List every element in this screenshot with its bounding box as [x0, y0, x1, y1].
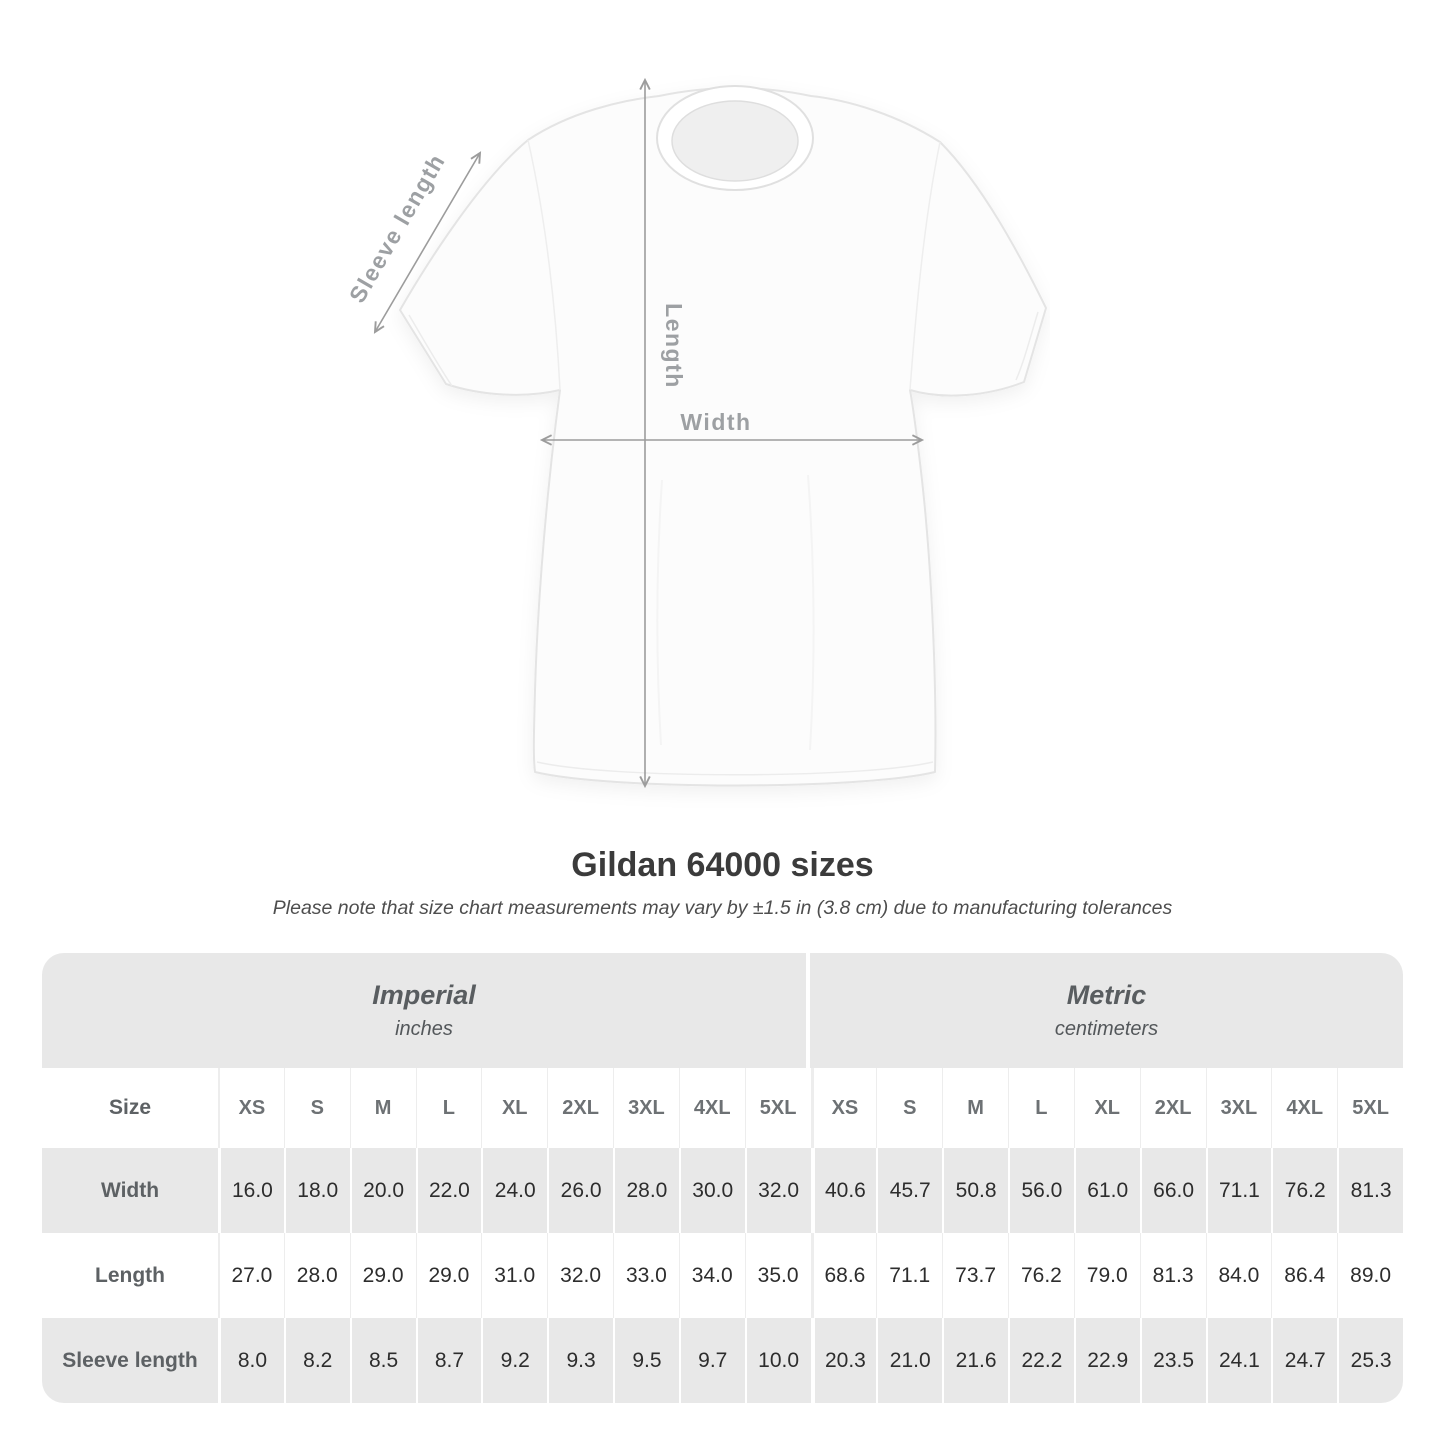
- value-cell: 8.0: [218, 1318, 284, 1403]
- sleeve-length-row-label: Sleeve length: [42, 1318, 218, 1403]
- value-cell: 61.0: [1074, 1148, 1140, 1233]
- width-row-label: Width: [42, 1148, 218, 1233]
- value-cell: 16.0: [218, 1148, 284, 1233]
- size-col-header: 3XL: [613, 1068, 679, 1148]
- value-cell: 86.4: [1271, 1233, 1337, 1318]
- size-header-row: [42, 1068, 1403, 1148]
- page-title: Gildan 64000 sizes: [571, 846, 874, 884]
- size-col-header: 4XL: [1271, 1068, 1337, 1148]
- imperial-title: Imperial: [372, 980, 476, 1010]
- collar-opening: [672, 101, 798, 181]
- value-cell: 34.0: [679, 1233, 745, 1318]
- value-cell: 18.0: [284, 1148, 350, 1233]
- value-cell: 8.2: [284, 1318, 350, 1403]
- size-col-header: XS: [218, 1068, 284, 1148]
- metric-unit: centimeters: [1054, 1018, 1159, 1040]
- value-cell: 76.2: [1271, 1148, 1337, 1233]
- size-col-header: L: [1008, 1068, 1074, 1148]
- value-cell: 24.7: [1271, 1318, 1337, 1403]
- value-cell: 29.0: [350, 1233, 416, 1318]
- value-cell: 32.0: [745, 1148, 811, 1233]
- value-cell: 8.5: [350, 1318, 416, 1403]
- value-cell: 22.9: [1074, 1318, 1140, 1403]
- tolerance-note: Please note that size chart measurements may vary by ±1.5 in (3.8 cm) due to manufacturing tolerances: [272, 897, 1173, 919]
- size-col-header: S: [876, 1068, 942, 1148]
- sleeve-length-row: [42, 1318, 1403, 1403]
- value-cell: 25.3: [1337, 1318, 1403, 1403]
- value-cell: 22.2: [1008, 1318, 1074, 1403]
- value-cell: 40.6: [811, 1148, 877, 1233]
- size-col-header: 5XL: [745, 1068, 811, 1148]
- value-cell: 79.0: [1074, 1233, 1140, 1318]
- size-col-header: XL: [1074, 1068, 1140, 1148]
- value-cell: 50.8: [942, 1148, 1008, 1233]
- value-cell: 26.0: [547, 1148, 613, 1233]
- value-cell: 29.0: [416, 1233, 482, 1318]
- value-cell: 24.0: [481, 1148, 547, 1233]
- value-cell: 21.0: [876, 1318, 942, 1403]
- size-row-label: Size: [42, 1068, 218, 1148]
- value-cell: 22.0: [416, 1148, 482, 1233]
- value-cell: 9.3: [547, 1318, 613, 1403]
- size-col-header: 2XL: [547, 1068, 613, 1148]
- size-col-header: 2XL: [1140, 1068, 1206, 1148]
- value-cell: 32.0: [547, 1233, 613, 1318]
- value-cell: 71.1: [876, 1233, 942, 1318]
- value-cell: 73.7: [942, 1233, 1008, 1318]
- value-cell: 9.7: [679, 1318, 745, 1403]
- value-cell: 66.0: [1140, 1148, 1206, 1233]
- size-col-header: XS: [811, 1068, 877, 1148]
- length-row: [42, 1233, 1403, 1318]
- value-cell: 89.0: [1337, 1233, 1403, 1318]
- size-col-header: L: [416, 1068, 482, 1148]
- value-cell: 23.5: [1140, 1318, 1206, 1403]
- value-cell: 20.0: [350, 1148, 416, 1233]
- value-cell: 10.0: [745, 1318, 811, 1403]
- value-cell: 30.0: [679, 1148, 745, 1233]
- value-cell: 9.2: [481, 1318, 547, 1403]
- value-cell: 33.0: [613, 1233, 679, 1318]
- value-cell: 8.7: [416, 1318, 482, 1403]
- value-cell: 45.7: [876, 1148, 942, 1233]
- value-cell: 28.0: [613, 1148, 679, 1233]
- value-cell: 20.3: [811, 1318, 877, 1403]
- size-col-header: M: [350, 1068, 416, 1148]
- metric-header: [810, 953, 1403, 1068]
- width-row: [42, 1148, 1403, 1233]
- length-row-label: Length: [42, 1233, 218, 1318]
- metric-title: Metric: [1066, 980, 1147, 1010]
- value-cell: 28.0: [284, 1233, 350, 1318]
- size-col-header: M: [942, 1068, 1008, 1148]
- value-cell: 9.5: [613, 1318, 679, 1403]
- imperial-header: [42, 953, 810, 1068]
- tshirt-measurement-diagram: [330, 50, 1050, 830]
- value-cell: 76.2: [1008, 1233, 1074, 1318]
- size-col-header: 4XL: [679, 1068, 745, 1148]
- size-col-header: 5XL: [1337, 1068, 1403, 1148]
- imperial-unit: inches: [395, 1018, 453, 1040]
- size-chart-table: [42, 953, 1403, 1403]
- width-measure-label: Width: [680, 409, 752, 435]
- value-cell: 68.6: [811, 1233, 877, 1318]
- size-col-header: XL: [481, 1068, 547, 1148]
- value-cell: 71.1: [1206, 1148, 1272, 1233]
- tshirt-illustration: [400, 86, 1046, 786]
- length-measure-label: Length: [661, 303, 687, 389]
- value-cell: 24.1: [1206, 1318, 1272, 1403]
- value-cell: 35.0: [745, 1233, 811, 1318]
- size-col-header: S: [284, 1068, 350, 1148]
- value-cell: 81.3: [1140, 1233, 1206, 1318]
- value-cell: 21.6: [942, 1318, 1008, 1403]
- value-cell: 81.3: [1337, 1148, 1403, 1233]
- unit-system-header-row: [42, 953, 1403, 1068]
- value-cell: 31.0: [481, 1233, 547, 1318]
- size-col-header: 3XL: [1206, 1068, 1272, 1148]
- value-cell: 27.0: [218, 1233, 284, 1318]
- value-cell: 84.0: [1206, 1233, 1272, 1318]
- value-cell: 56.0: [1008, 1148, 1074, 1233]
- sleeve-length-measure-label: Sleeve length: [343, 148, 451, 308]
